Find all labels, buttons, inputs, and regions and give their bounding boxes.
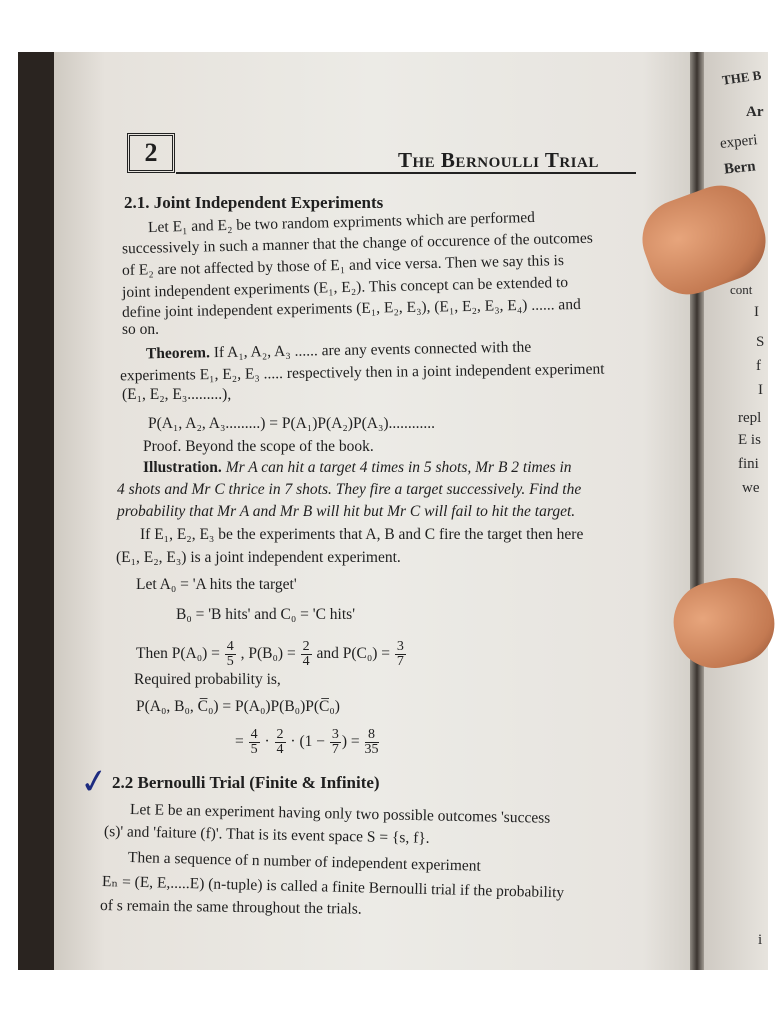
then-text: Then P(A₀) = [136, 645, 220, 663]
chapter-title: The Bernoulli Trial [398, 148, 599, 172]
fraction-denominator: 35 [364, 742, 379, 757]
probabilities-line [136, 640, 407, 670]
theorem-label: Theorem. [145, 344, 211, 363]
section-heading: 2.2 Bernoulli Trial (Finite & Infinite) [112, 773, 380, 792]
fraction-numerator: 4 [250, 727, 258, 742]
paragraph-line: define joint independent experiments (E₁, E₂, E₃), (E₁, E₂, E₃, E₄) ...... and [121, 295, 581, 322]
right-page-text: E is [738, 432, 761, 448]
paren-open: (1 − [299, 733, 325, 751]
illustration-text: Mr A can hit a target 4 times in 5 shots, Mr B 2 times in [221, 459, 572, 476]
fraction-b [301, 640, 312, 669]
equals-sign: = [235, 733, 244, 751]
paragraph-line: so on. [122, 321, 160, 338]
fraction-c [395, 640, 406, 669]
fraction-denominator: 5 [250, 742, 258, 757]
fraction-numerator: 3 [331, 727, 339, 742]
theorem-formula: P(A₁, A₂, A₃.........) = P(A₁)P(A₂)P(A₃)............ [148, 415, 436, 432]
fraction-denominator: 4 [276, 742, 284, 757]
fraction-numerator: 3 [396, 639, 404, 654]
fraction-numerator: 2 [276, 727, 284, 742]
section-heading: 2.1. Joint Independent Experiments [124, 193, 384, 212]
fraction-4 [365, 728, 379, 757]
theorem-text: If A₁, A₂, A₃ ...... are any events connected with the [209, 338, 532, 362]
fraction-1 [249, 728, 260, 757]
right-page-text: cont [730, 282, 753, 297]
right-page-text: THE B [721, 67, 763, 88]
right-page-text: fini [738, 456, 759, 472]
theorem-line [146, 338, 532, 365]
theorem-line: experiments E₁, E₂, E₃ ..... respectively then in a joint independent experiment [119, 360, 605, 385]
result-line [235, 728, 380, 762]
formula-main: P(A₀, B₀, C̅₀) = P(A₀)P(B₀)P(C̅₀) [136, 698, 340, 715]
fraction-numerator: 4 [226, 639, 234, 654]
right-page-text: experi [719, 132, 759, 152]
paragraph-line: Let E be an experiment having only two possible outcomes 'success [129, 801, 551, 827]
paragraph-line: Then a sequence of n number of independent experiment [127, 849, 482, 875]
paren-close: ) = [341, 733, 360, 751]
definition-b0-c0: B₀ = 'B hits' and C₀ = 'C hits' [176, 606, 355, 623]
fraction-2 [275, 728, 286, 757]
required-line: Required probability is, [134, 671, 281, 688]
right-page-text: Bern [723, 158, 757, 178]
handwritten-tick-mark: ✓ [77, 760, 112, 804]
solution-line: (E₁, E₂, E₃) is a joint independent experiment. [116, 549, 401, 566]
right-page-text: S [756, 334, 765, 350]
fraction-numerator: 8 [365, 728, 379, 743]
paragraph-line: of E₂ are not affected by those of E₁ and vice versa. Then we say this is [121, 251, 565, 280]
paragraph-line: of s remain the same throughout the trials. [99, 897, 362, 918]
fraction-denominator: 7 [396, 654, 404, 669]
right-page-text: Ar [746, 104, 764, 120]
paragraph-line: Let E₁ and E₂ be two random expriments which are performed [147, 208, 536, 237]
fraction-denominator: 4 [302, 654, 310, 669]
right-page-text: we [742, 480, 760, 496]
paragraph-line: (s)' and 'faiture (f)'. That is its event space S = {s, f}. [103, 823, 430, 847]
pb-text: , P(B₀) = [240, 645, 296, 663]
proof-line: Proof. Beyond the scope of the book. [143, 438, 374, 455]
definition-a0: Let A₀ = 'A hits the target' [136, 576, 297, 593]
solution-line: If E₁, E₂, E₃ be the experiments that A, B and C fire the target then here [140, 526, 584, 543]
illustration-label: Illustration. [143, 459, 222, 476]
right-page-text: i [758, 932, 763, 948]
dot-operator: · [260, 733, 274, 751]
paragraph-line: Eₙ = (E, E,.....E) (n-tuple) is called a finite Bernoulli trial if the probability [101, 873, 565, 902]
paragraph-line: successively in such a manner that the change of occurence of the outcomes [121, 229, 593, 258]
illustration-line: probability that Mr A and Mr B will hit but Mr C will fail to hit the target. [117, 503, 576, 520]
fraction-3 [330, 728, 341, 757]
fraction-denominator: 7 [331, 742, 339, 757]
fraction-a [225, 640, 236, 669]
dot-operator: · [286, 733, 300, 751]
paragraph-line: joint independent experiments (E₁, E₂). This concept can be extended to [121, 273, 569, 302]
theorem-line: (E₁, E₂, E₃.........), [122, 386, 232, 403]
pc-text: and P(C₀) = [316, 645, 391, 663]
right-page-text: f [756, 358, 761, 374]
illustration-line: 4 shots and Mr C thrice in 7 shots. They fire a target successively. Find the [117, 481, 582, 498]
illustration-line [143, 458, 572, 478]
right-page-text: I [754, 304, 759, 320]
fraction-denominator: 5 [226, 654, 234, 669]
right-page-text: repl [738, 410, 762, 426]
fraction-numerator: 2 [302, 639, 310, 654]
chapter-number: 2 [127, 133, 175, 173]
right-page-text: I [758, 382, 763, 398]
